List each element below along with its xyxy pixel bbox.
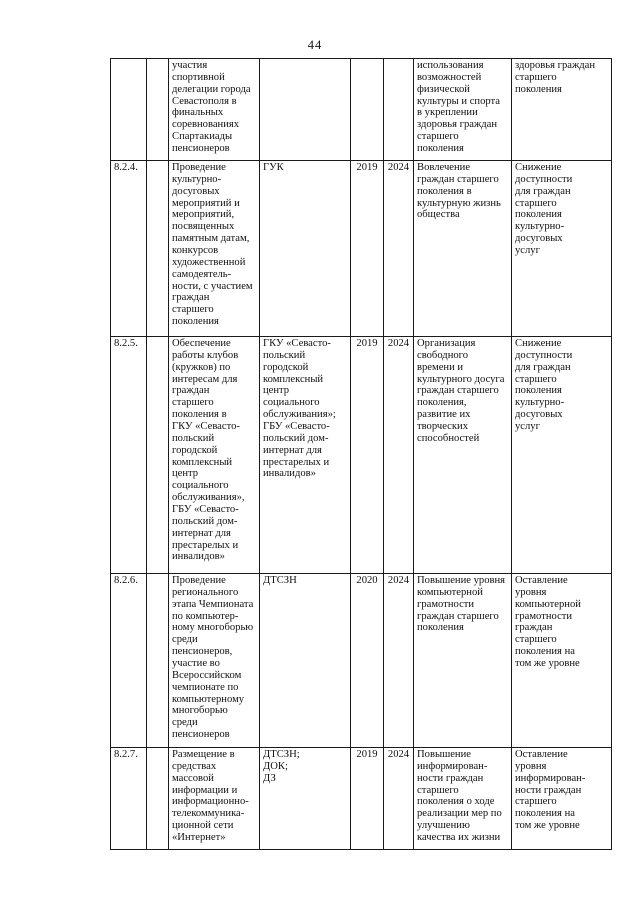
start-year-cell: 2020: [351, 574, 384, 748]
end-year-cell: 2024: [384, 161, 414, 337]
start-year-cell: 2019: [351, 748, 384, 850]
event-cell: участия спортивной делегации города Севастополя в финальных соревнованиях Спартакиады пенсионеров: [169, 59, 260, 161]
executor-cell: [260, 59, 351, 161]
start-year-cell: [351, 59, 384, 161]
indicator-cell: Снижение доступности для граждан старшего поколения культурно- досуговых услуг: [512, 337, 612, 574]
end-year-cell: 2024: [384, 337, 414, 574]
indicator-cell: Оставление уровня информирован- ности граждан старшего поколения на том же уровне: [512, 748, 612, 850]
executor-cell: ДТСЗН; ДОК; ДЗ: [260, 748, 351, 850]
empty-cell: [147, 161, 169, 337]
end-year-cell: [384, 59, 414, 161]
executor-cell: ГКУ «Севасто- польский городской комплексный центр социального обслуживания»; ГБУ «Севасто- польский дом- интернат для престарелых и инвалидов»: [260, 337, 351, 574]
item-number: 8.2.6.: [111, 574, 147, 748]
table-row: [111, 59, 612, 161]
empty-cell: [147, 59, 169, 161]
item-number: 8.2.4.: [111, 161, 147, 337]
result-cell: Вовлечение граждан старшего поколения в культурную жизнь общества: [414, 161, 512, 337]
indicator-cell: Оставление уровня компьютерной грамотности граждан старшего поколения на том же уровне: [512, 574, 612, 748]
start-year-cell: 2019: [351, 337, 384, 574]
event-cell: Проведение культурно- досуговых мероприятий и мероприятий, посвященных памятным датам, конкурсов художественной самодеятель- ности, с участием граждан старшего поколения: [169, 161, 260, 337]
table-row: [111, 574, 612, 748]
executor-cell: ГУК: [260, 161, 351, 337]
empty-cell: [147, 748, 169, 850]
event-cell: Проведение регионального этапа Чемпионата по компьютер- ному многоборью среди пенсионеров, участие во Всероссийском чемпионате по компьютерному многоборью среди пенсионеров: [169, 574, 260, 748]
item-number: 8.2.7.: [111, 748, 147, 850]
action-plan-table: [110, 58, 612, 850]
executor-cell: ДТСЗН: [260, 574, 351, 748]
item-number: [111, 59, 147, 161]
item-number: 8.2.5.: [111, 337, 147, 574]
result-cell: Организация свободного времени и культурного досуга граждан старшего поколения, развитие их творческих способностей: [414, 337, 512, 574]
result-cell: использования возможностей физической культуры и спорта в укреплении здоровья граждан старшего поколения: [414, 59, 512, 161]
page-number: 44: [307, 38, 323, 52]
result-cell: Повышение информирован- ности граждан старшего поколения о ходе реализации мер по улучшению качества их жизни: [414, 748, 512, 850]
end-year-cell: 2024: [384, 748, 414, 850]
result-cell: Повышение уровня компьютерной грамотности граждан старшего поколения: [414, 574, 512, 748]
table-row: [111, 748, 612, 850]
indicator-cell: здоровья граждан старшего поколения: [512, 59, 612, 161]
empty-cell: [147, 337, 169, 574]
event-cell: Размещение в средствах массовой информации и информационно- телекоммуника- ционной сети «Интернет»: [169, 748, 260, 850]
empty-cell: [147, 574, 169, 748]
indicator-cell: Снижение доступности для граждан старшего поколения культурно- досуговых услуг: [512, 161, 612, 337]
table-row: [111, 337, 612, 574]
start-year-cell: 2019: [351, 161, 384, 337]
event-cell: Обеспечение работы клубов (кружков) по интересам для граждан старшего поколения в ГКУ «Севасто- польский городской комплексный центр социального обслуживания», ГБУ «Севасто- польский дом- интернат для престарелых и инвалидов»: [169, 337, 260, 574]
end-year-cell: 2024: [384, 574, 414, 748]
table-row: [111, 161, 612, 337]
